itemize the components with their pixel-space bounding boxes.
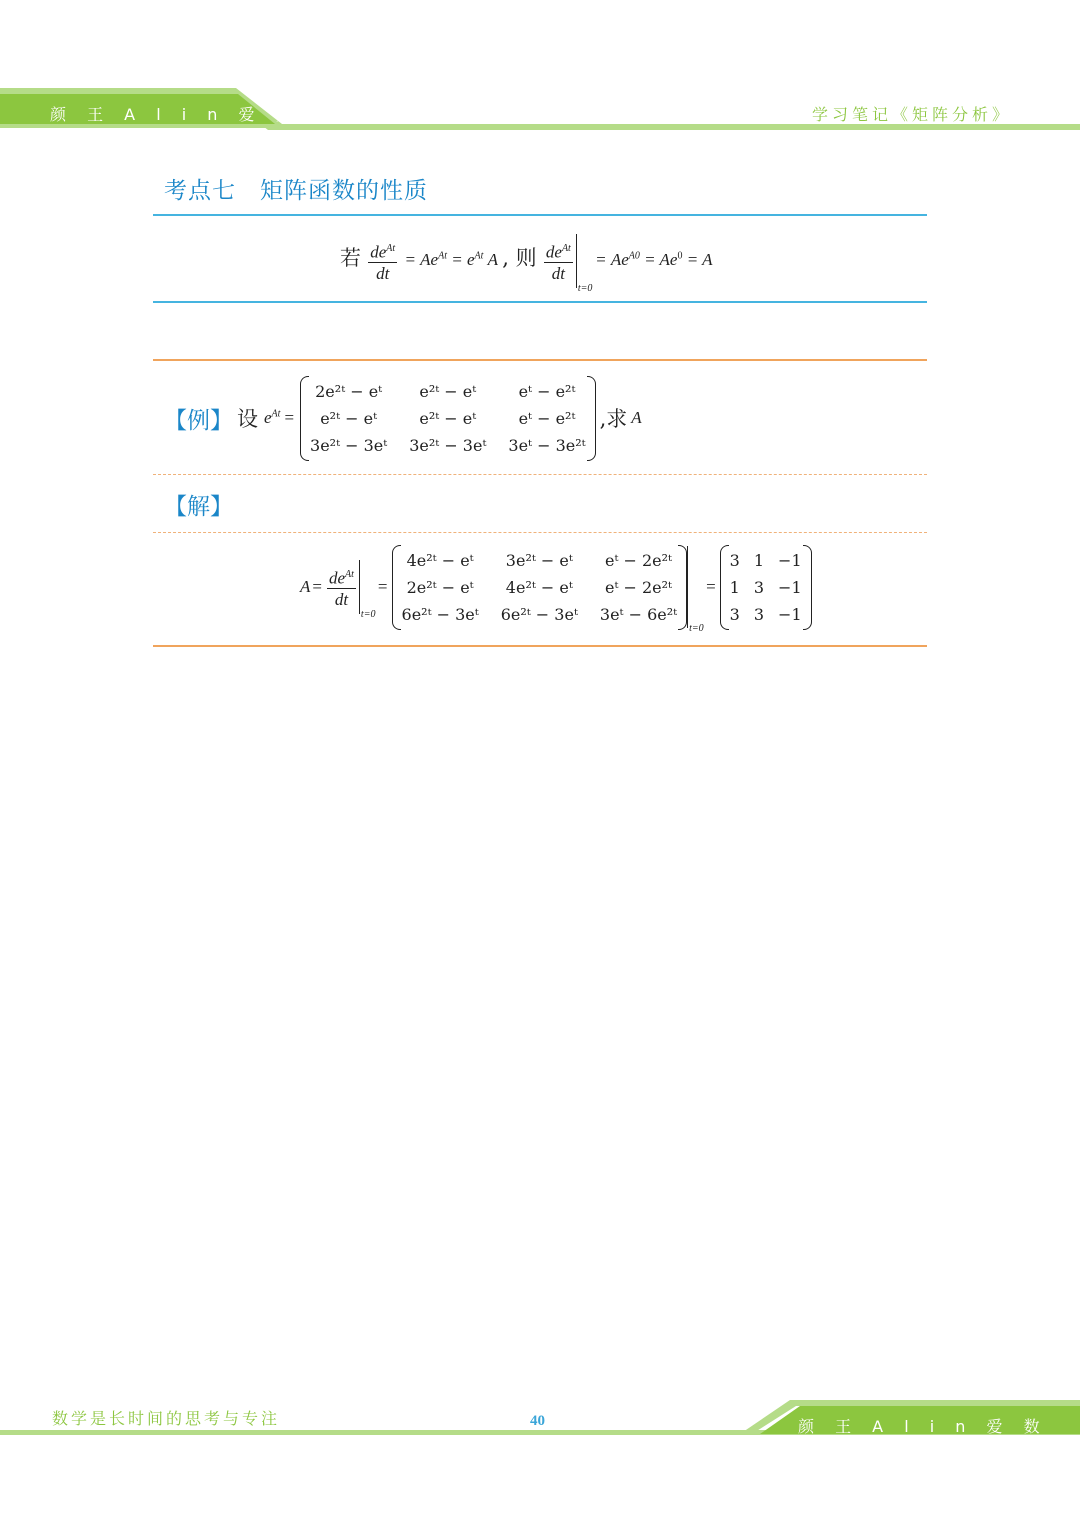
solution-formula: A = $\frac{de^{At}}{dt}$ t=0 = 4e²ᵗ − eᵗ 3e²ᵗ − eᵗ eᵗ − 2e²ᵗ 2e²ᵗ − eᵗ 4e²ᵗ − eᵗ eᵗ − 2e²ᵗ 6e²ᵗ − 3eᵗ 6e²ᵗ − 3eᵗ 3eᵗ − 6e²ᵗ t=0 = 3 1 −1 1 3 −1 3 3 −1 xyxy=(300,546,812,628)
section-rule-top xyxy=(153,214,927,216)
result-matrix xyxy=(720,549,812,626)
matrix-cell: e²ᵗ − eᵗ xyxy=(419,381,477,401)
eval-bar: t=0 xyxy=(359,560,360,614)
footer-right-text: 颜 王 A l i n 爱 数 学 xyxy=(798,1417,1048,1459)
matrix-cell: 3 xyxy=(753,577,765,597)
matrix-cell: e²ᵗ − eᵗ xyxy=(320,408,378,428)
matrix-cell: −1 xyxy=(778,550,802,570)
matrix-cell: 3eᵗ − 3e²ᵗ xyxy=(508,435,586,455)
solution-rule-bottom xyxy=(153,645,927,647)
derivative-fraction: $\frac{de^{At}}{dt}$ xyxy=(368,239,397,284)
matrix-cell: 1 xyxy=(753,550,765,570)
example-rule-top xyxy=(153,359,927,361)
matrix-cell: eᵗ − 2e²ᵗ xyxy=(604,550,672,570)
matrix-cell: 3 xyxy=(729,550,740,570)
header-left-text: 颜 王 A l i n 爱 数 学 xyxy=(50,105,337,124)
matrix-cell: 6e²ᵗ − 3eᵗ xyxy=(500,604,578,624)
section-rule-bottom xyxy=(153,301,927,303)
example-matrix xyxy=(300,380,596,457)
matrix-cell: eᵗ − e²ᵗ xyxy=(518,408,576,428)
example-lhs: $e^{At}$ xyxy=(264,408,281,427)
example-divider xyxy=(153,474,927,475)
matrix-cell: 3 xyxy=(753,604,765,624)
solution-fraction: $\frac{de^{At}}{dt}$ xyxy=(327,565,356,610)
example-she: 设 xyxy=(237,407,258,431)
page-number: 40 xyxy=(530,1413,545,1429)
eval-bar: t=0 xyxy=(576,234,577,288)
matrix-cell: e²ᵗ − eᵗ xyxy=(419,408,477,428)
header-right-text: 学习笔记《矩阵分析》 xyxy=(812,105,1013,124)
derivative-fraction-2: $\frac{de^{At}}{dt}$ xyxy=(544,239,573,284)
matrix-cell: 4e²ᵗ − eᵗ xyxy=(406,550,474,570)
matrix-cell: 3eᵗ − 6e²ᵗ xyxy=(599,604,678,624)
matrix-cell: 6e²ᵗ − 3eᵗ xyxy=(401,604,479,624)
solution-tag: 【解】 xyxy=(164,494,233,520)
matrix-cell: 3e²ᵗ − eᵗ xyxy=(505,550,573,570)
footer-left-text: 数学是长时间的思考与专注 xyxy=(52,1409,281,1428)
example-block: 【例】 设 $e^{At}$ = 2e²ᵗ − eᵗ e²ᵗ − eᵗ eᵗ − e²ᵗ e²ᵗ − eᵗ e²ᵗ − eᵗ eᵗ − e²ᵗ 3e²ᵗ − 3eᵗ 3e²ᵗ − 3eᵗ 3eᵗ − 3e²ᵗ ,求 A xyxy=(164,381,642,455)
derivative-matrix xyxy=(392,549,688,626)
matrix-cell: eᵗ − 2e²ᵗ xyxy=(604,577,672,597)
matrix-cell: 2e²ᵗ − eᵗ xyxy=(315,381,383,401)
solution-divider xyxy=(153,532,927,533)
matrix-cell: 3 xyxy=(729,604,740,624)
matrix-cell: 3e²ᵗ − 3eᵗ xyxy=(409,435,487,455)
matrix-cell: 3e²ᵗ − 3eᵗ xyxy=(310,435,388,455)
example-qiu: ,求 xyxy=(599,407,628,431)
matrix-cell: 1 xyxy=(729,577,740,597)
example-target: A xyxy=(631,408,642,427)
matrix-cell: −1 xyxy=(778,604,802,624)
ruo-text: 若 xyxy=(340,245,361,270)
property-formula: 若 $\frac{de^{At}}{dt}$ = $Ae^{At} = e^{At}$ A , 则 $\frac{de^{At}}{dt}$ t=0 = $Ae^{A0} = Ae^0 = A$ xyxy=(340,234,713,288)
matrix-cell: −1 xyxy=(778,577,802,597)
matrix-cell: eᵗ − e²ᵗ xyxy=(518,381,576,401)
example-tag: 【例】 xyxy=(164,407,233,434)
section-title: 考点七 矩阵函数的性质 xyxy=(164,178,428,204)
matrix-cell: 4e²ᵗ − eᵗ xyxy=(505,577,573,597)
eval-bar: t=0 xyxy=(687,546,688,628)
matrix-cell: 2e²ᵗ − eᵗ xyxy=(406,577,474,597)
